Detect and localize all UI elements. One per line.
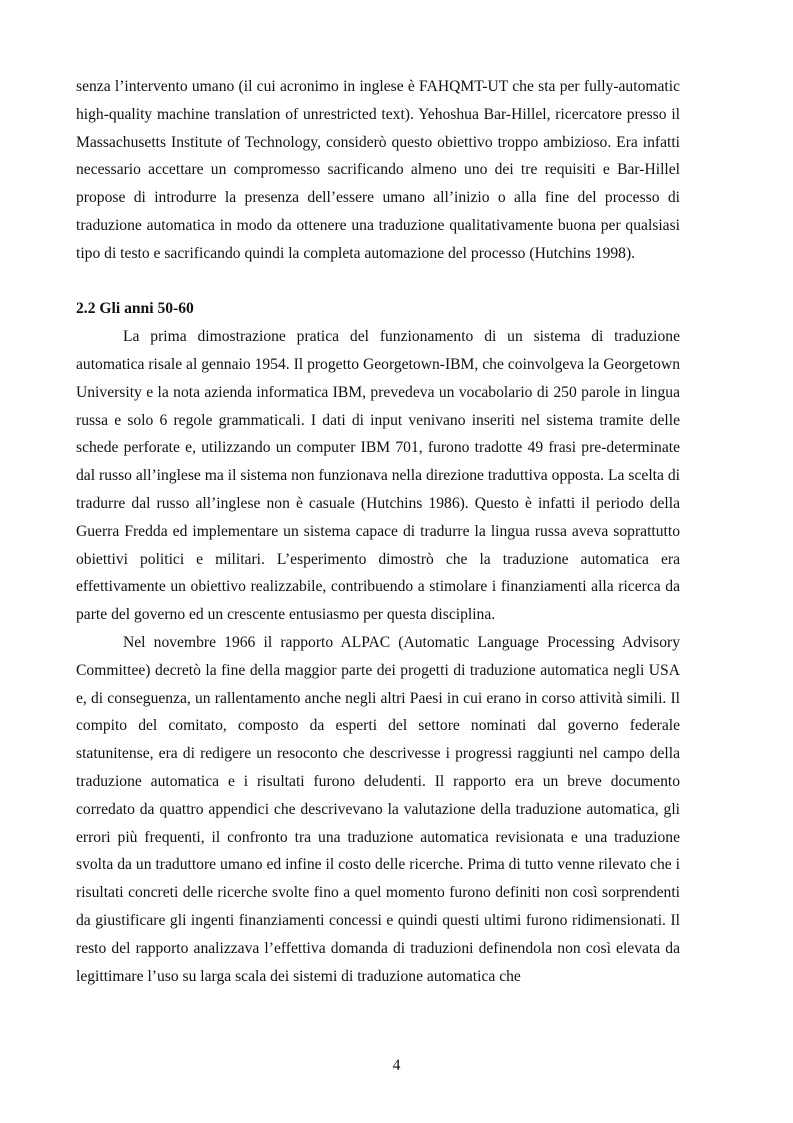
page-body	[76, 73, 680, 990]
paragraph-continued: senza l’intervento umano (il cui acronimo in inglese è FAHQMT-UT che sta per fully-automatic high-quality machine translation of unrestricted text). Yehoshua Bar-Hillel, ricercatore presso il Massachusetts Institute of Technology, considerò questo obiettivo troppo ambizioso. Era infatti necessario accettare un compromesso sacrificando almeno uno dei tre requisiti e Bar-Hillel propose di introdurre la presenza dell’essere umano all’inizio o alla fine del processo di traduzione automatica in modo da ottenere una traduzione qualitativamente buona per qualsiasi tipo di testo e sacrificando quindi la completa automazione del processo (Hutchins 1998).	[76, 78, 680, 262]
paragraph-georgetown-ibm: La prima dimostrazione pratica del funzionamento di un sistema di traduzione automatica risale al gennaio 1954. Il progetto Georgetown-IBM, che coinvolgeva la Georgetown University e la nota azienda informatica IBM, prevedeva un vocabolario di 250 parole in lingua russa e solo 6 regole grammaticali. I dati di input venivano inseriti nel sistema tramite delle schede perforate e, utilizzando un computer IBM 701, furono tradotte 49 frasi pre-determinate dal russo all’inglese ma il sistema non funzionava nella direzione traduttiva opposta. La scelta di tradurre dal russo all’inglese non è casuale (Hutchins 1986). Questo è infatti il periodo della Guerra Fredda ed implementare un sistema capace di tradurre la lingua russa aveva soprattutto obiettivi politici e militari. L’esperimento dimostrò che la traduzione automatica era effettivamente un obiettivo realizzabile, contribuendo a stimolare i finanziamenti alla ricerca da parte del governo ed un crescente entusiasmo per questa disciplina.	[76, 328, 680, 624]
page-number: 4	[392, 1057, 401, 1074]
section-heading: 2.2 Gli anni 50-60	[76, 300, 194, 318]
paragraph-alpac-report: Nel novembre 1966 il rapporto ALPAC (Automatic Language Processing Advisory Committee) decretò la fine della maggior parte dei progetti di traduzione automatica negli USA e, di conseguenza, un rallentamento anche negli altri Paesi in cui erano in corso attività simili. Il compito del comitato, composto da esperti del settore nominati dal governo federale statunitense, era di redigere un resoconto che descrivesse i progressi raggiunti nel campo della traduzione automatica e i risultati furono deludenti. Il rapporto era un breve documento corredato da quattro appendici che descrivevano la valutazione della traduzione automatica, gli errori più frequenti, il confronto tra una traduzione automatica revisionata e una traduzione svolta da un traduttore umano ed infine il costo delle ricerche. Prima di tutto venne rilevato che i risultati concreti delle ricerche svolte fino a quel momento furono definiti non così sorprendenti da giustificare gli ingenti finanziamenti concessi e quindi questi ultimi furono ridimensionati. Il resto del rapporto analizzava l’effettiva domanda di traduzioni definendola non così elevata da legittimare l’uso su larga scala dei sistemi di traduzione automatica che	[76, 633, 680, 985]
